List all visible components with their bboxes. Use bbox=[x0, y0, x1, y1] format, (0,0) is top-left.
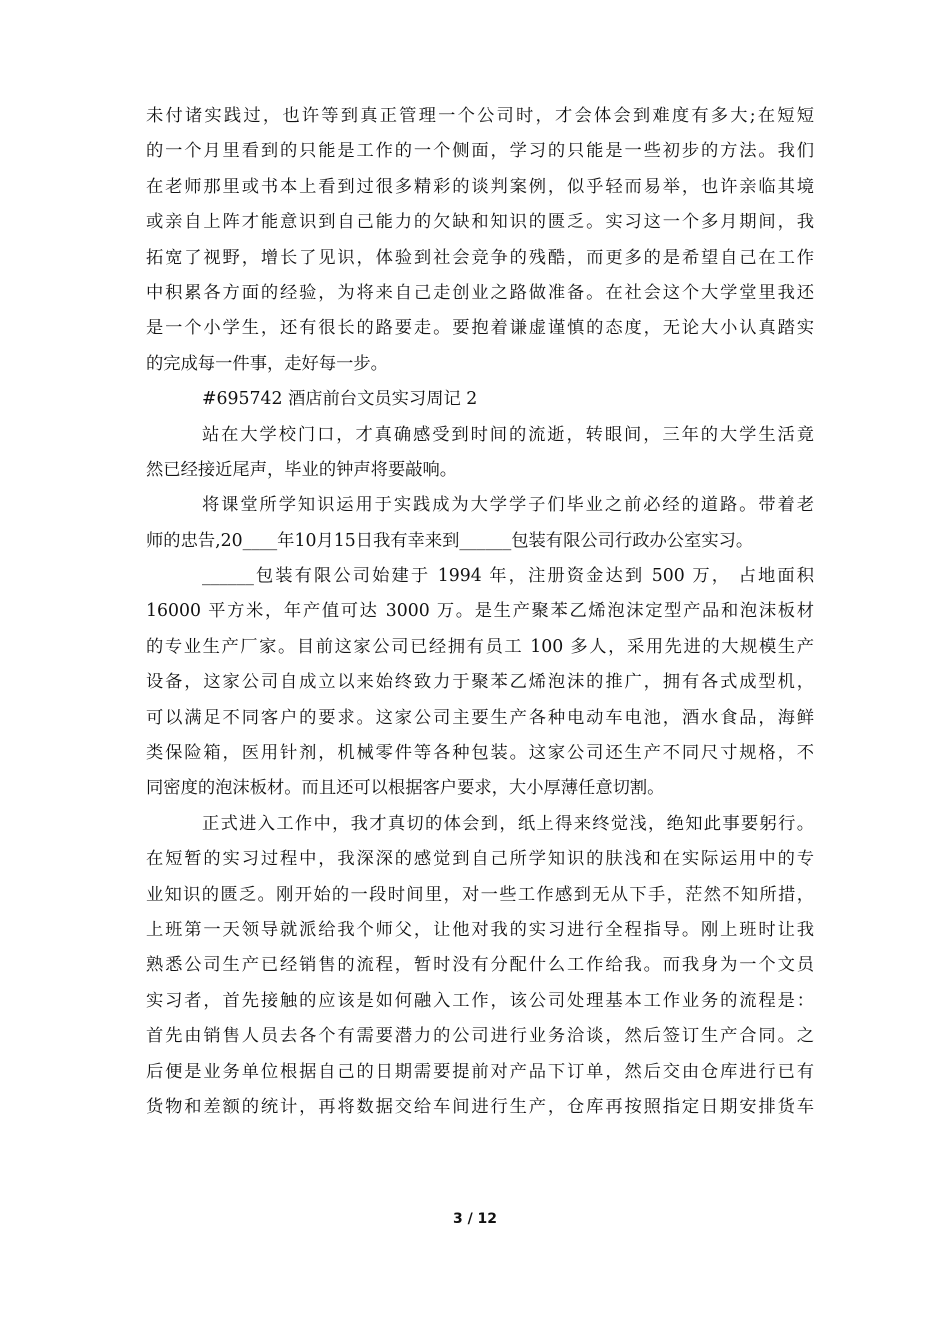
text-line: 16000 平方米，年产值可达 3000 万。是生产聚苯乙烯泡沫定型产品和泡沫板材 bbox=[146, 601, 814, 622]
page-number: 3 / 12 bbox=[452, 1211, 498, 1227]
section-heading: #695742 酒店前台文员实习周记 2 bbox=[202, 389, 478, 410]
text-line: 熟悉公司生产已经销售的流程，暂时没有分配什么工作给我。而我身为一个文员 bbox=[146, 955, 814, 976]
text-line: ______包装有限公司始建于 1994 年，注册资金达到 500 万， 占地面积 bbox=[202, 566, 814, 587]
text-line: 将课堂所学知识运用于实践成为大学学子们毕业之前必经的道路。带着老 bbox=[202, 495, 814, 516]
text-line: 的专业生产厂家。目前这家公司已经拥有员工 100 多人，采用先进的大规模生产 bbox=[146, 636, 814, 657]
body-text bbox=[146, 99, 814, 1125]
text-line: 站在大学校门口，才真确感受到时间的流逝，转眼间，三年的大学生活竟 bbox=[202, 424, 814, 445]
text-line: 在短暂的实习过程中，我深深的感觉到自己所学知识的肤浅和在实际运用中的专 bbox=[146, 849, 814, 870]
text-line: 是一个小学生，还有很长的路要走。要抱着谦虚谨慎的态度，无论大小认真踏实 bbox=[146, 318, 814, 339]
text-line: 同密度的泡沫板材。而且还可以根据客户要求，大小厚薄任意切割。 bbox=[146, 778, 665, 799]
text-line: 的一个月里看到的只能是工作的一个侧面，学习的只能是一些初步的方法。我们 bbox=[146, 141, 814, 162]
text-line: 师的忠告,20____年10月15日我有幸来到______包装有限公司行政办公室实习。 bbox=[146, 530, 754, 551]
text-line: 未付诸实践过，也许等到真正管理一个公司时，才会体会到难度有多大;在短短 bbox=[146, 106, 814, 126]
text-line: 设备，这家公司自成立以来始终致力于聚苯乙烯泡沫的推广，拥有各式成型机， bbox=[146, 672, 814, 693]
text-line: 的完成每一件事，走好每一步。 bbox=[146, 353, 388, 374]
text-line: 然已经接近尾声，毕业的钟声将要敲响。 bbox=[146, 459, 458, 480]
text-line: 类保险箱，医用针剂，机械零件等各种包装。这家公司还生产不同尺寸规格，不 bbox=[146, 743, 814, 764]
text-line: 后便是业务单位根据自己的日期需要提前对产品下订单，然后交由仓库进行已有 bbox=[146, 1061, 814, 1082]
text-line: 实习者，首先接触的应该是如何融入工作，该公司处理基本工作业务的流程是： bbox=[146, 990, 814, 1011]
text-line: 在老师那里或书本上看到过很多精彩的谈判案例，似乎轻而易举，也许亲临其境 bbox=[146, 176, 814, 197]
text-line: 首先由销售人员去各个有需要潜力的公司进行业务洽谈，然后签订生产合同。之 bbox=[146, 1026, 814, 1047]
text-line: 上班第一天领导就派给我个师父，让他对我的实习进行全程指导。刚上班时让我 bbox=[146, 919, 814, 940]
text-line: 可以满足不同客户的要求。这家公司主要生产各种电动车电池，酒水食品，海鲜 bbox=[146, 707, 814, 728]
text-line: 业知识的匮乏。刚开始的一段时间里，对一些工作感到无从下手，茫然不知所措， bbox=[146, 884, 814, 905]
text-line: 或亲自上阵才能意识到自己能力的欠缺和知识的匮乏。实习这一个多月期间，我 bbox=[146, 212, 814, 233]
text-line: 正式进入工作中，我才真切的体会到，纸上得来终觉浅，绝知此事要躬行。 bbox=[202, 813, 814, 834]
text-line: 货物和差额的统计，再将数据交给车间进行生产，仓库再按照指定日期安排货车 bbox=[146, 1096, 814, 1117]
text-line: 拓宽了视野，增长了见识，体验到社会竞争的残酷，而更多的是希望自己在工作 bbox=[146, 247, 814, 268]
text-line: 中积累各方面的经验，为将来自己走创业之路做准备。在社会这个大学堂里我还 bbox=[146, 282, 814, 303]
